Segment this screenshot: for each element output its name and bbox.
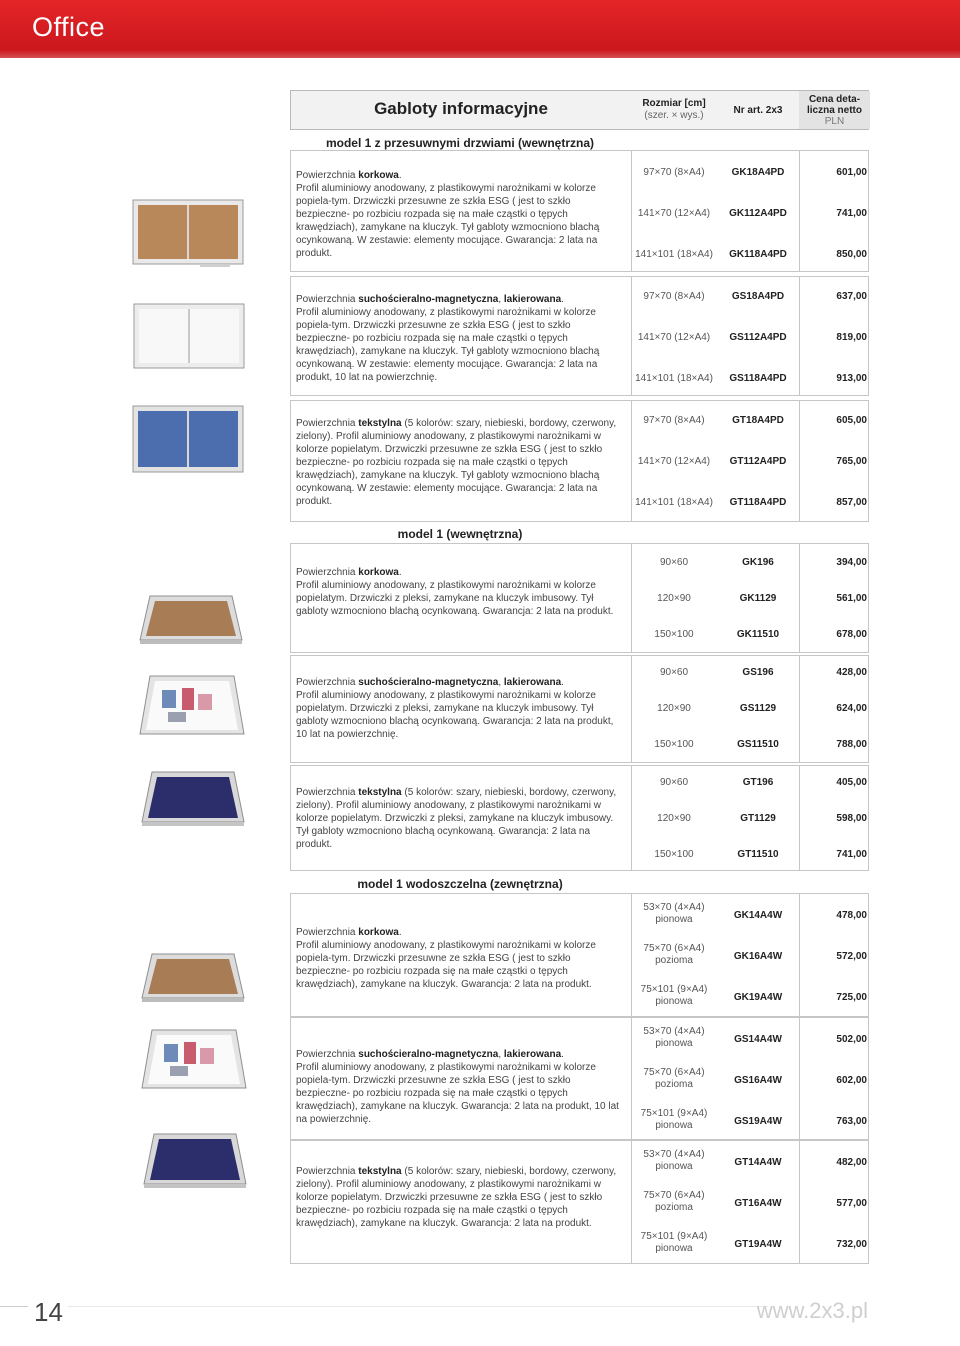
price: 819,00 bbox=[836, 332, 867, 343]
row-size: 75×70 (6×A4) pozioma bbox=[643, 1067, 705, 1090]
table-row bbox=[631, 1149, 869, 1172]
model-title-2: model 1 (wewnętrzna) bbox=[397, 527, 523, 541]
magnetic-waterproof-board-image bbox=[140, 1026, 250, 1096]
article-number: GS16A4W bbox=[734, 1075, 782, 1086]
price: 765,00 bbox=[836, 456, 867, 467]
table-row bbox=[631, 1231, 869, 1254]
product-description: Powierzchnia suchościeralno-magnetyczna, lakierowana. Profil aluminiowy anodowany, z plastikowymi narożnikami w kolorze popiela-tym. Drzwiczki przesuwne ze szkła ESG ( jest to szkło bezpieczne- po rozbiciu rozpada się na małe cząstki o tępych krawędziach), zamykane na kluczyk. Tył gabloty wzmocniono blachą ocynkowaną. W zestawie: elementy mocujące. Gwarancja: 2 lata na produkt, 10 lat na powierzchnię. bbox=[296, 294, 600, 383]
model-title-1: model 1 z przesuwnymi drzwiami (wewnętrzna) bbox=[325, 136, 595, 150]
row-size: 90×60 bbox=[659, 667, 689, 678]
product-section-9 bbox=[290, 1140, 869, 1264]
product-section-2 bbox=[290, 276, 869, 396]
table-row bbox=[631, 332, 869, 352]
article-number: GT14A4W bbox=[734, 1157, 782, 1168]
row-size: 150×100 bbox=[654, 849, 694, 860]
price: 478,00 bbox=[836, 910, 867, 921]
article-number: GS118A4PD bbox=[729, 373, 787, 384]
price: 857,00 bbox=[836, 497, 867, 508]
size-sub-label: (szer. × wys.) bbox=[644, 110, 704, 121]
price: 605,00 bbox=[836, 415, 867, 426]
row-size: 141×101 (18×A4) bbox=[635, 373, 713, 384]
table-row bbox=[631, 813, 869, 833]
footer-url[interactable]: www.2x3.pl bbox=[756, 1298, 868, 1323]
footer-divider-right bbox=[68, 1306, 768, 1307]
price: 394,00 bbox=[836, 557, 867, 568]
table-row bbox=[631, 984, 869, 1007]
price: 405,00 bbox=[836, 777, 867, 788]
row-size: 120×90 bbox=[657, 703, 691, 714]
table-row bbox=[631, 1026, 869, 1049]
article-number: GT118A4PD bbox=[729, 497, 787, 508]
table-row bbox=[631, 943, 869, 966]
article-number: GS112A4PD bbox=[729, 332, 787, 343]
row-size: 150×100 bbox=[654, 629, 694, 640]
cork-sliding-board-image bbox=[130, 198, 246, 270]
header-title: Office bbox=[32, 12, 106, 42]
product-section-4 bbox=[290, 543, 869, 653]
article-number: GT18A4PD bbox=[732, 415, 784, 426]
product-section-5 bbox=[290, 655, 869, 763]
table-row bbox=[631, 703, 869, 723]
price: 602,00 bbox=[836, 1075, 867, 1086]
price: 725,00 bbox=[836, 992, 867, 1003]
price: 763,00 bbox=[836, 1116, 867, 1127]
product-description: Powierzchnia tekstylna (5 kolorów: szary, niebieski, bordowy, czerwony, zielony). Profil aluminiowy anodowany, z plastikowymi narożnikami w kolorze popielatym. Drzwiczki przesuwne ze szkła ESG ( jest to szkło bezpieczne- po rozbiciu rozpada się na małe cząstki o tępych krawędziach), zamykane na kluczyk. Tył gabloty wzmocniono blachą ocynkowaną. W zestawie: elementy mocujące. Gwarancja: 2 lata na produkt. bbox=[296, 418, 617, 507]
price: 572,00 bbox=[836, 951, 867, 962]
price-label-2: liczna netto bbox=[806, 104, 862, 116]
row-size: 150×100 bbox=[654, 739, 694, 750]
table-row bbox=[631, 415, 869, 435]
page-number: 14 bbox=[34, 1297, 63, 1327]
price-column-header bbox=[799, 91, 870, 129]
article-number: GK14A4W bbox=[733, 910, 783, 921]
table-row bbox=[631, 373, 869, 393]
product-description: Powierzchnia tekstylna (5 kolorów: szary, niebieski, bordowy, czerwony, zielony). Profil aluminiowy anodowany, z plastikowymi narożnikami w kolorze popielatym. Drzwiczki z pleksi, zamykane na kluczyk imbusowy. Tył gabloty wzmocniono blachą ocynkowaną. Gwarancja: 2 lata na produkt. bbox=[296, 787, 617, 850]
row-size: 120×90 bbox=[657, 813, 691, 824]
price: 850,00 bbox=[836, 249, 867, 260]
table-row bbox=[631, 557, 869, 577]
article-number: GS19A4W bbox=[734, 1116, 782, 1127]
article-number: GK16A4W bbox=[733, 951, 783, 962]
size-label: Rozmiar [cm] bbox=[642, 98, 706, 109]
article-number: GT112A4PD bbox=[729, 456, 787, 467]
article-number: GT1129 bbox=[740, 813, 776, 824]
article-number: GT11510 bbox=[737, 849, 779, 860]
price-currency: PLN bbox=[824, 115, 845, 127]
table-row bbox=[631, 849, 869, 869]
table-row bbox=[631, 1067, 869, 1090]
price: 601,00 bbox=[836, 167, 867, 178]
table-row bbox=[631, 497, 869, 517]
table-row bbox=[631, 208, 869, 228]
table-row bbox=[631, 1190, 869, 1213]
model-title-3: model 1 wodoszczelna (zewnętrzna) bbox=[357, 877, 563, 891]
article-number: GS196 bbox=[742, 667, 774, 678]
article-number: GK112A4PD bbox=[729, 208, 787, 219]
price-label-1: Cena deta- bbox=[808, 93, 861, 105]
product-description: Powierzchnia tekstylna (5 kolorów: szary, niebieski, bordowy, czerwony, zielony). Profil aluminiowy anodowany, z plastikowymi narożnikami w kolorze popielatym. Drzwiczki przesuwne ze szkła ESG ( jest to szkło bezpieczne- po rozbiciu rozpada się na małe cząstki o tępych krawędziach), zamykane na kluczyk. Gwarancja: 2 lata na produkt. bbox=[296, 1166, 617, 1229]
price: 913,00 bbox=[836, 373, 867, 384]
row-size: 97×70 (8×A4) bbox=[643, 415, 705, 426]
textile-board-image bbox=[140, 768, 248, 830]
article-number: GS14A4W bbox=[734, 1034, 782, 1045]
table-row bbox=[631, 167, 869, 187]
product-section-6 bbox=[290, 765, 869, 871]
column-header bbox=[290, 90, 869, 130]
price: 788,00 bbox=[836, 739, 867, 750]
table-row bbox=[631, 902, 869, 925]
textile-waterproof-board-image bbox=[142, 1130, 250, 1192]
product-description: Powierzchnia suchościeralno-magnetyczna, lakierowana. Profil aluminiowy anodowany, z plastikowymi narożnikami w kolorze popiela-tym. Drzwiczki przesuwne ze szkła ESG ( jest to szkło bezpieczne- po rozbiciu rozpada się na małe cząstki o tępych krawędziach), zamykane na kluczyk. Gwarancja: 2 lata na produkt, 10 lat na powierzchnię. bbox=[296, 1049, 619, 1125]
magnetic-sliding-board-image bbox=[132, 302, 248, 372]
row-size: 141×70 (12×A4) bbox=[637, 208, 711, 219]
row-size: 53×70 (4×A4) pionowa bbox=[643, 902, 705, 925]
table-row bbox=[631, 593, 869, 613]
row-size: 97×70 (8×A4) bbox=[643, 291, 705, 302]
row-size: 141×70 (12×A4) bbox=[637, 456, 711, 467]
article-number: GT196 bbox=[742, 777, 774, 788]
price: 577,00 bbox=[836, 1198, 867, 1209]
row-size: 75×70 (6×A4) pozioma bbox=[643, 1190, 705, 1213]
size-column-header bbox=[631, 91, 717, 129]
row-size: 120×90 bbox=[657, 593, 691, 604]
row-size: 90×60 bbox=[659, 777, 689, 788]
price: 678,00 bbox=[836, 629, 867, 640]
article-number: GK196 bbox=[742, 557, 774, 568]
article-number: GK18A4PD bbox=[731, 167, 785, 178]
product-description: Powierzchnia korkowa. Profil aluminiowy anodowany, z plastikowymi narożnikami w kolorze popiela-tym. Drzwiczki przesuwne ze szkła ESG ( jest to szkło bezpieczne- po rozbiciu rozpada się na małe cząstki o tępych krawędziach), zamykane na kluczyk. Gwarancja: 2 lata na produkt. bbox=[296, 927, 596, 990]
row-size: 75×101 (9×A4) pionowa bbox=[640, 984, 708, 1007]
table-row bbox=[631, 291, 869, 311]
product-description: Powierzchnia korkowa. Profil aluminiowy anodowany, z plastikowymi narożnikami w kolorze popiela-tym. Drzwiczki przesuwne ze szkła ESG ( jest to szkło bezpieczne- po rozbiciu rozpada się na małe cząstki o tępych krawędziach), zamykane na kluczyk. Tył gabloty wzmocniono blachą ocynkowaną. W zestawie: elementy mocujące. Gwarancja: 2 lata na produkt. bbox=[296, 170, 600, 259]
table-row bbox=[631, 667, 869, 687]
article-number: GK19A4W bbox=[733, 992, 783, 1003]
price: 732,00 bbox=[836, 1239, 867, 1250]
product-section-1 bbox=[290, 150, 869, 272]
price: 637,00 bbox=[836, 291, 867, 302]
art-column-header bbox=[717, 91, 799, 129]
price: 741,00 bbox=[836, 208, 867, 219]
price: 482,00 bbox=[836, 1157, 867, 1168]
header-band bbox=[0, 0, 960, 58]
row-size: 75×70 (6×A4) pozioma bbox=[643, 943, 705, 966]
footer-divider-left bbox=[0, 1306, 28, 1307]
article-number: GS1129 bbox=[739, 703, 777, 714]
row-size: 75×101 (9×A4) pionowa bbox=[640, 1108, 708, 1131]
row-size: 141×70 (12×A4) bbox=[637, 332, 711, 343]
row-size: 53×70 (4×A4) pionowa bbox=[643, 1149, 705, 1172]
row-size: 90×60 bbox=[659, 557, 689, 568]
article-number: GT16A4W bbox=[734, 1198, 782, 1209]
table-row bbox=[631, 777, 869, 797]
article-number: GS18A4PD bbox=[731, 291, 785, 302]
row-size: 97×70 (8×A4) bbox=[643, 167, 705, 178]
row-size: 53×70 (4×A4) pionowa bbox=[643, 1026, 705, 1049]
article-number: GT19A4W bbox=[734, 1239, 782, 1250]
table-row bbox=[631, 1108, 869, 1131]
row-size: 141×101 (18×A4) bbox=[635, 249, 713, 260]
price: 741,00 bbox=[836, 849, 867, 860]
price: 502,00 bbox=[836, 1034, 867, 1045]
product-section-8 bbox=[290, 1017, 869, 1140]
magnetic-board-image bbox=[138, 672, 248, 742]
article-number: GK11510 bbox=[736, 629, 780, 640]
price: 598,00 bbox=[836, 813, 867, 824]
table-row bbox=[631, 456, 869, 476]
article-number: GS11510 bbox=[737, 739, 779, 750]
article-number: GK118A4PD bbox=[729, 249, 787, 260]
row-size: 141×101 (18×A4) bbox=[635, 497, 713, 508]
textile-sliding-board-image bbox=[130, 404, 246, 476]
cork-board-image bbox=[136, 592, 248, 648]
price: 624,00 bbox=[836, 703, 867, 714]
table-row bbox=[631, 249, 869, 269]
cork-waterproof-board-image bbox=[138, 950, 250, 1006]
art-label: Nr art. 2x3 bbox=[733, 104, 783, 116]
article-number: GK1129 bbox=[739, 593, 777, 604]
price: 428,00 bbox=[836, 667, 867, 678]
table-row bbox=[631, 629, 869, 649]
row-size: 75×101 (9×A4) pionowa bbox=[640, 1231, 708, 1254]
table-row bbox=[631, 739, 869, 759]
product-section-3 bbox=[290, 400, 869, 522]
product-description: Powierzchnia korkowa. Profil aluminiowy anodowany, z plastikowymi narożnikami w kolorze popielatym. Drzwiczki z pleksi, zamykane na kluczyk imbusowy. Tył gabloty wzmocniono blachą ocynkowaną. Gwarancja: 2 lata na produkt. bbox=[296, 567, 614, 617]
product-section-7 bbox=[290, 893, 869, 1017]
price: 561,00 bbox=[836, 593, 867, 604]
product-description: Powierzchnia suchościeralno-magnetyczna, lakierowana. Profil aluminiowy anodowany, z plastikowymi narożnikami w kolorze popielatym. Drzwiczki z pleksi, zamykane na kluczyk imbusowy. Tył gabloty wzmocniono blachą ocynkowaną. Gwarancja: 2 lata na produkt, 10 lat na powierzchnię. bbox=[296, 677, 614, 740]
catalog-title: Gabloty informacyjne bbox=[374, 99, 548, 118]
